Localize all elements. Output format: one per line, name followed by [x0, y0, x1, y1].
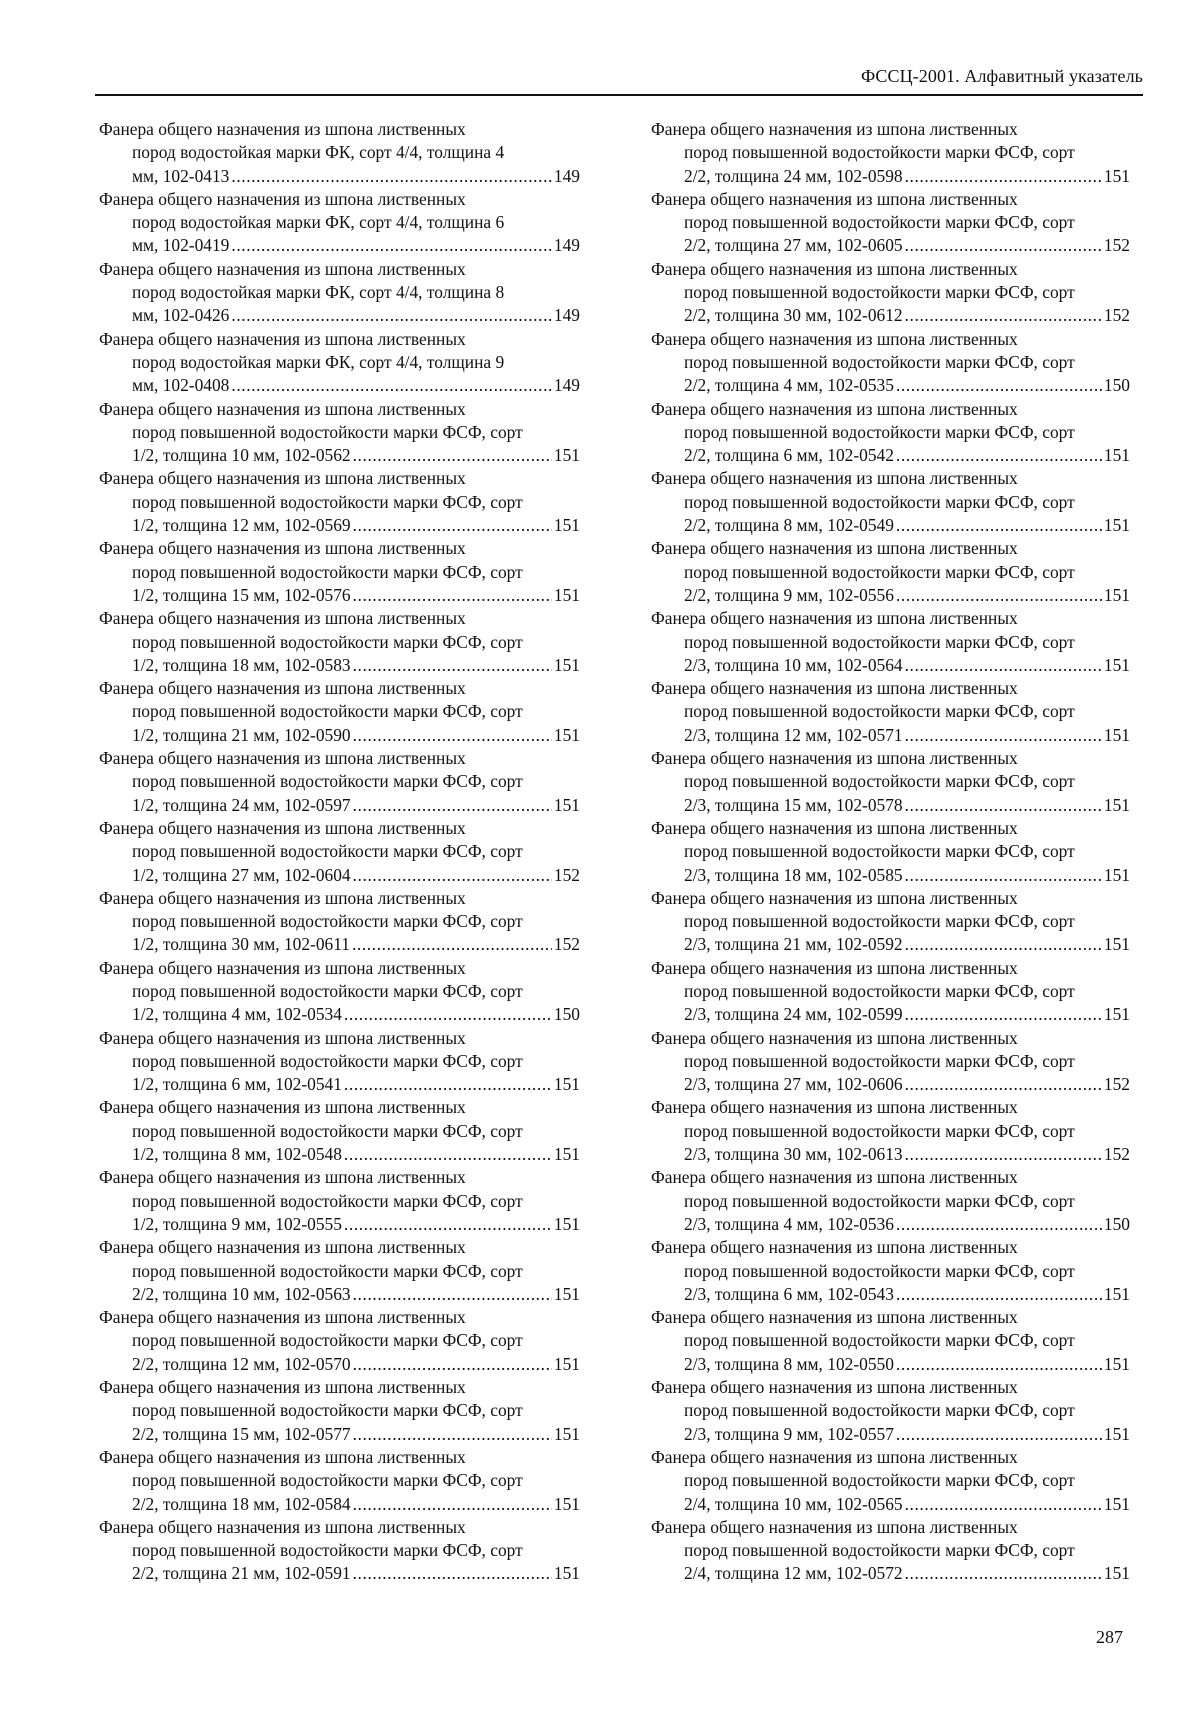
entry-title-line: Фанера общего назначения из шпона лиственных: [651, 1307, 1018, 1328]
index-column-right: [651, 118, 1130, 1586]
entry-page-ref: 152: [1103, 1144, 1130, 1165]
index-entry: [99, 188, 580, 258]
entry-title-line: Фанера общего назначения из шпона лиственных: [99, 1516, 466, 1537]
entry-code: 1/2, толщина 24 мм, 102-0597: [132, 794, 351, 815]
entry-continuation-line: пород повышенной водостойкости марки ФСФ, сорт: [684, 701, 1075, 722]
index-entry: [651, 1166, 1130, 1236]
dot-leader: [905, 1073, 1102, 1096]
entry-continuation-line: пород повышенной водостойкости марки ФСФ, сорт: [132, 1330, 523, 1351]
entry-last-line: [651, 794, 1130, 817]
entry-title-line: Фанера общего назначения из шпона лиственных: [651, 1027, 1018, 1048]
index-entry: [651, 188, 1130, 258]
entry-title-line: Фанера общего назначения из шпона лиственных: [99, 1027, 466, 1048]
entry-page-ref: 151: [553, 445, 580, 466]
dot-leader: [905, 794, 1102, 817]
entry-code: 2/2, толщина 21 мм, 102-0591: [132, 1563, 351, 1584]
dot-leader: [344, 1143, 552, 1166]
index-entry: [99, 607, 580, 677]
entry-last-line: [99, 374, 580, 397]
dot-leader: [353, 1562, 552, 1585]
dot-leader: [905, 1143, 1102, 1166]
index-entry: [99, 118, 580, 188]
entry-last-line: [99, 794, 580, 817]
index-entry: [99, 537, 580, 607]
entry-page-ref: 149: [553, 235, 580, 256]
entry-title-line: Фанера общего назначения из шпона лиственных: [99, 817, 466, 838]
entry-page-ref: 151: [553, 654, 580, 675]
entry-page-ref: 151: [1103, 1423, 1130, 1444]
index-entry: [99, 1306, 580, 1376]
entry-title-line: Фанера общего назначения из шпона лиственных: [651, 468, 1018, 489]
dot-leader: [231, 165, 552, 188]
dot-leader: [353, 724, 552, 747]
entry-code: мм, 102-0408: [132, 375, 230, 396]
index-entry: [651, 1236, 1130, 1306]
entry-page-ref: 151: [553, 1074, 580, 1095]
entry-title-line: Фанера общего назначения из шпона лиственных: [99, 468, 466, 489]
entry-page-ref: 151: [1103, 1493, 1130, 1514]
entry-page-ref: 151: [553, 1423, 580, 1444]
entry-continuation-line: пород водостойкая марки ФК, сорт 4/4, толщина 9: [132, 351, 505, 372]
entry-title-line: Фанера общего назначения из шпона лиственных: [651, 1097, 1018, 1118]
entry-title-line: Фанера общего назначения из шпона лиственных: [99, 1097, 466, 1118]
entry-last-line: [651, 1283, 1130, 1306]
entry-page-ref: 151: [553, 584, 580, 605]
entry-code: 2/3, толщина 27 мм, 102-0606: [684, 1074, 903, 1095]
entry-last-line: [651, 1143, 1130, 1166]
entry-page-ref: 151: [1103, 794, 1130, 815]
entry-page-ref: 151: [1103, 864, 1130, 885]
entry-continuation-line: пород повышенной водостойкости марки ФСФ, сорт: [684, 491, 1075, 512]
entry-code: 1/2, толщина 30 мм, 102-0611: [132, 934, 350, 955]
dot-leader: [231, 374, 552, 397]
entry-code: 2/4, толщина 12 мм, 102-0572: [684, 1563, 903, 1584]
index-entry: [99, 677, 580, 747]
entry-continuation-line: пород повышенной водостойкости марки ФСФ, сорт: [132, 491, 523, 512]
entry-continuation-line: пород повышенной водостойкости марки ФСФ, сорт: [684, 142, 1075, 163]
entry-last-line: [99, 444, 580, 467]
dot-leader: [896, 584, 1102, 607]
dot-leader: [344, 1213, 552, 1236]
entry-page-ref: 151: [553, 724, 580, 745]
entry-last-line: [99, 1283, 580, 1306]
dot-leader: [353, 1493, 552, 1516]
entry-last-line: [99, 514, 580, 537]
entry-continuation-line: пород повышенной водостойкости марки ФСФ, сорт: [132, 631, 523, 652]
entry-last-line: [99, 864, 580, 887]
entry-page-ref: 151: [1103, 1283, 1130, 1304]
index-entry: [651, 957, 1130, 1027]
index-entry: [99, 817, 580, 887]
entry-continuation-line: пород повышенной водостойкости марки ФСФ, сорт: [132, 980, 523, 1001]
entry-page-ref: 151: [1103, 584, 1130, 605]
entry-last-line: [99, 933, 580, 956]
entry-code: 2/3, толщина 8 мм, 102-0550: [684, 1353, 894, 1374]
entry-continuation-line: пород повышенной водостойкости марки ФСФ, сорт: [132, 1400, 523, 1421]
entry-code: 2/2, толщина 9 мм, 102-0556: [684, 584, 894, 605]
entry-code: 2/3, толщина 4 мм, 102-0536: [684, 1213, 894, 1234]
entry-title-line: Фанера общего назначения из шпона лиственных: [99, 328, 466, 349]
entry-last-line: [99, 584, 580, 607]
index-entry: [99, 1446, 580, 1516]
entry-last-line: [651, 304, 1130, 327]
entry-last-line: [651, 584, 1130, 607]
entry-continuation-line: пород повышенной водостойкости марки ФСФ, сорт: [684, 631, 1075, 652]
dot-leader: [905, 1493, 1102, 1516]
entry-title-line: Фанера общего назначения из шпона лиственных: [651, 398, 1018, 419]
dot-leader: [353, 444, 552, 467]
dot-leader: [905, 304, 1102, 327]
entry-code: 1/2, толщина 4 мм, 102-0534: [132, 1004, 342, 1025]
index-entry: [99, 747, 580, 817]
entry-title-line: Фанера общего назначения из шпона лиственных: [99, 538, 466, 559]
dot-leader: [353, 654, 552, 677]
entry-code: мм, 102-0413: [132, 165, 230, 186]
index-entry: [99, 957, 580, 1027]
entry-page-ref: 150: [1103, 1213, 1130, 1234]
entry-code: 2/3, толщина 24 мм, 102-0599: [684, 1004, 903, 1025]
index-entry: [651, 258, 1130, 328]
entry-last-line: [99, 1423, 580, 1446]
entry-code: 1/2, толщина 9 мм, 102-0555: [132, 1213, 342, 1234]
entry-last-line: [99, 1003, 580, 1026]
entry-last-line: [99, 165, 580, 188]
entry-page-ref: 149: [553, 305, 580, 326]
dot-leader: [905, 234, 1102, 257]
dot-leader: [905, 724, 1102, 747]
entry-page-ref: 151: [1103, 515, 1130, 536]
entry-title-line: Фанера общего назначения из шпона лиственных: [99, 748, 466, 769]
dot-leader: [896, 1283, 1102, 1306]
entry-title-line: Фанера общего назначения из шпона лиственных: [651, 1516, 1018, 1537]
index-entry: [99, 258, 580, 328]
entry-continuation-line: пород повышенной водостойкости марки ФСФ, сорт: [684, 1050, 1075, 1071]
index-entry: [651, 1027, 1130, 1097]
entry-page-ref: 149: [553, 165, 580, 186]
entry-continuation-line: пород водостойкая марки ФК, сорт 4/4, толщина 8: [132, 282, 505, 303]
entry-continuation-line: пород повышенной водостойкости марки ФСФ, сорт: [684, 980, 1075, 1001]
entry-continuation-line: пород повышенной водостойкости марки ФСФ, сорт: [684, 1540, 1075, 1561]
entry-last-line: [651, 514, 1130, 537]
entry-code: 2/2, толщина 24 мм, 102-0598: [684, 165, 903, 186]
entry-page-ref: 151: [1103, 1563, 1130, 1584]
entry-code: 2/2, толщина 18 мм, 102-0584: [132, 1493, 351, 1514]
entry-code: 1/2, толщина 6 мм, 102-0541: [132, 1074, 342, 1095]
entry-last-line: [651, 1423, 1130, 1446]
entry-page-ref: 151: [1103, 654, 1130, 675]
index-entry: [651, 398, 1130, 468]
entry-continuation-line: пород водостойкая марки ФК, сорт 4/4, толщина 6: [132, 212, 505, 233]
entry-code: 2/4, толщина 10 мм, 102-0565: [684, 1493, 903, 1514]
entry-code: мм, 102-0419: [132, 235, 230, 256]
entry-code: 2/3, толщина 18 мм, 102-0585: [684, 864, 903, 885]
entry-last-line: [99, 654, 580, 677]
dot-leader: [353, 1353, 552, 1376]
index-entry: [651, 607, 1130, 677]
entry-last-line: [651, 444, 1130, 467]
entry-continuation-line: пород повышенной водостойкости марки ФСФ, сорт: [132, 911, 523, 932]
entry-continuation-line: пород повышенной водостойкости марки ФСФ, сорт: [684, 1190, 1075, 1211]
entry-code: 1/2, толщина 12 мм, 102-0569: [132, 515, 351, 536]
entry-continuation-line: пород повышенной водостойкости марки ФСФ, сорт: [684, 1400, 1075, 1421]
dot-leader: [353, 794, 552, 817]
entry-continuation-line: пород повышенной водостойкости марки ФСФ, сорт: [132, 561, 523, 582]
entry-last-line: [99, 1213, 580, 1236]
index-entry: [651, 1446, 1130, 1516]
entry-last-line: [651, 165, 1130, 188]
entry-continuation-line: пород повышенной водостойкости марки ФСФ, сорт: [684, 841, 1075, 862]
entry-page-ref: 151: [553, 1283, 580, 1304]
entry-code: 2/2, толщина 15 мм, 102-0577: [132, 1423, 351, 1444]
entry-last-line: [651, 654, 1130, 677]
entry-last-line: [651, 933, 1130, 956]
entry-code: 2/2, толщина 4 мм, 102-0535: [684, 375, 894, 396]
entry-code: 2/3, толщина 12 мм, 102-0571: [684, 724, 903, 745]
index-column-left: [99, 118, 580, 1586]
entry-continuation-line: пород повышенной водостойкости марки ФСФ, сорт: [684, 911, 1075, 932]
entry-page-ref: 151: [553, 1213, 580, 1234]
index-entry: [99, 328, 580, 398]
index-entry: [99, 1516, 580, 1586]
index-entry: [651, 1376, 1130, 1446]
entry-page-ref: 150: [553, 1004, 580, 1025]
index-entry: [99, 1027, 580, 1097]
index-entry: [651, 118, 1130, 188]
entry-page-ref: 151: [553, 515, 580, 536]
entry-continuation-line: пород повышенной водостойкости марки ФСФ, сорт: [684, 421, 1075, 442]
entry-code: 1/2, толщина 27 мм, 102-0604: [132, 864, 351, 885]
entry-title-line: Фанера общего назначения из шпона лиственных: [99, 608, 466, 629]
index-entry: [99, 887, 580, 957]
entry-last-line: [99, 1562, 580, 1585]
index-entry: [651, 817, 1130, 887]
entry-last-line: [651, 1213, 1130, 1236]
index-entry: [99, 398, 580, 468]
entry-code: 2/2, толщина 27 мм, 102-0605: [684, 235, 903, 256]
entry-code: 1/2, толщина 15 мм, 102-0576: [132, 584, 351, 605]
entry-continuation-line: пород повышенной водостойкости марки ФСФ, сорт: [132, 701, 523, 722]
entry-page-ref: 152: [553, 934, 580, 955]
entry-title-line: Фанера общего назначения из шпона лиственных: [651, 1377, 1018, 1398]
entry-title-line: Фанера общего назначения из шпона лиственных: [99, 678, 466, 699]
entry-continuation-line: пород водостойкая марки ФК, сорт 4/4, толщина 4: [132, 142, 505, 163]
entry-page-ref: 152: [553, 864, 580, 885]
dot-leader: [896, 1423, 1102, 1446]
entry-continuation-line: пород повышенной водостойкости марки ФСФ, сорт: [132, 1120, 523, 1141]
index-entry: [99, 1376, 580, 1446]
dot-leader: [353, 1283, 552, 1306]
entry-last-line: [99, 304, 580, 327]
running-header: [95, 64, 1143, 96]
entry-continuation-line: пород повышенной водостойкости марки ФСФ, сорт: [684, 1470, 1075, 1491]
entry-last-line: [651, 724, 1130, 747]
entry-title-line: Фанера общего назначения из шпона лиственных: [651, 538, 1018, 559]
index-entry: [651, 1516, 1130, 1586]
entry-title-line: Фанера общего назначения из шпона лиственных: [651, 1237, 1018, 1258]
dot-leader: [353, 584, 552, 607]
entry-page-ref: 149: [553, 375, 580, 396]
entry-page-ref: 150: [1103, 375, 1130, 396]
index-entry: [651, 1306, 1130, 1376]
entry-title-line: Фанера общего назначения из шпона лиственных: [651, 119, 1018, 139]
entry-code: 1/2, толщина 18 мм, 102-0583: [132, 654, 351, 675]
dot-leader: [896, 1213, 1102, 1236]
entry-last-line: [651, 374, 1130, 397]
entry-page-ref: 151: [1103, 1004, 1130, 1025]
dot-leader: [352, 933, 552, 956]
entry-title-line: Фанера общего назначения из шпона лиственных: [651, 678, 1018, 699]
entry-last-line: [99, 1353, 580, 1376]
dot-leader: [905, 654, 1102, 677]
entry-continuation-line: пород повышенной водостойкости марки ФСФ, сорт: [684, 282, 1075, 303]
entry-code: 2/3, толщина 6 мм, 102-0543: [684, 1283, 894, 1304]
entry-page-ref: 151: [1103, 1353, 1130, 1374]
entry-code: 1/2, толщина 21 мм, 102-0590: [132, 724, 351, 745]
entry-title-line: Фанера общего назначения из шпона лиственных: [651, 748, 1018, 769]
entry-title-line: Фанера общего назначения из шпона лиственных: [99, 1307, 466, 1328]
dot-leader: [231, 304, 552, 327]
entry-continuation-line: пород повышенной водостойкости марки ФСФ, сорт: [684, 351, 1075, 372]
dot-leader: [353, 1423, 552, 1446]
entry-page-ref: 151: [1103, 934, 1130, 955]
index-entry: [99, 1096, 580, 1166]
entry-title-line: Фанера общего назначения из шпона лиственных: [99, 398, 466, 419]
entry-title-line: Фанера общего назначения из шпона лиственных: [651, 887, 1018, 908]
dot-leader: [344, 1073, 552, 1096]
entry-last-line: [651, 1073, 1130, 1096]
entry-continuation-line: пород повышенной водостойкости марки ФСФ, сорт: [132, 421, 523, 442]
dot-leader: [896, 444, 1102, 467]
entry-last-line: [651, 1493, 1130, 1516]
index-entry: [99, 1166, 580, 1236]
entry-last-line: [651, 234, 1130, 257]
entry-page-ref: 151: [1103, 445, 1130, 466]
entry-page-ref: 151: [553, 1563, 580, 1584]
entry-page-ref: 151: [553, 794, 580, 815]
entry-continuation-line: пород повышенной водостойкости марки ФСФ, сорт: [684, 1330, 1075, 1351]
dot-leader: [353, 864, 552, 887]
entry-title-line: Фанера общего назначения из шпона лиственных: [651, 328, 1018, 349]
entry-title-line: Фанера общего назначения из шпона лиственных: [651, 1446, 1018, 1467]
entry-continuation-line: пород повышенной водостойкости марки ФСФ, сорт: [132, 771, 523, 792]
entry-title-line: Фанера общего назначения из шпона лиственных: [651, 608, 1018, 629]
dot-leader: [896, 1353, 1102, 1376]
index-entry: [651, 747, 1130, 817]
index-entry: [651, 537, 1130, 607]
dot-leader: [344, 1003, 552, 1026]
entry-last-line: [651, 1003, 1130, 1026]
entry-title-line: Фанера общего назначения из шпона лиственных: [99, 188, 466, 209]
dot-leader: [905, 1003, 1102, 1026]
entry-continuation-line: пород повышенной водостойкости марки ФСФ, сорт: [132, 1050, 523, 1071]
header-title: ФССЦ-2001. Алфавитный указатель: [861, 66, 1143, 86]
entry-last-line: [99, 724, 580, 747]
entry-title-line: Фанера общего назначения из шпона лиственных: [99, 1167, 466, 1188]
entry-last-line: [99, 234, 580, 257]
entry-code: 2/3, толщина 10 мм, 102-0564: [684, 654, 903, 675]
index-entry: [651, 328, 1130, 398]
entry-page-ref: 151: [553, 1493, 580, 1514]
entry-continuation-line: пород повышенной водостойкости марки ФСФ, сорт: [684, 771, 1075, 792]
index-entry: [651, 887, 1130, 957]
entry-page-ref: 151: [1103, 165, 1130, 186]
dot-leader: [905, 864, 1102, 887]
entry-last-line: [99, 1493, 580, 1516]
entry-continuation-line: пород повышенной водостойкости марки ФСФ, сорт: [132, 1260, 523, 1281]
dot-leader: [353, 514, 552, 537]
entry-title-line: Фанера общего назначения из шпона лиственных: [651, 817, 1018, 838]
entry-title-line: Фанера общего назначения из шпона лиственных: [99, 957, 466, 978]
entry-code: 2/3, толщина 9 мм, 102-0557: [684, 1423, 894, 1444]
entry-title-line: Фанера общего назначения из шпона лиственных: [651, 1167, 1018, 1188]
entry-last-line: [99, 1073, 580, 1096]
entry-code: 2/2, толщина 10 мм, 102-0563: [132, 1283, 351, 1304]
index-entry: [99, 467, 580, 537]
entry-title-line: Фанера общего назначения из шпона лиственных: [651, 957, 1018, 978]
entry-title-line: Фанера общего назначения из шпона лиственных: [651, 258, 1018, 279]
entry-page-ref: 152: [1103, 235, 1130, 256]
entry-title-line: Фанера общего назначения из шпона лиственных: [99, 258, 466, 279]
entry-page-ref: 152: [1103, 305, 1130, 326]
entry-last-line: [651, 1353, 1130, 1376]
entry-continuation-line: пород повышенной водостойкости марки ФСФ, сорт: [684, 561, 1075, 582]
entry-title-line: Фанера общего назначения из шпона лиственных: [99, 887, 466, 908]
entry-title-line: Фанера общего назначения из шпона лиственных: [99, 1377, 466, 1398]
entry-code: 2/2, толщина 8 мм, 102-0549: [684, 515, 894, 536]
entry-continuation-line: пород повышенной водостойкости марки ФСФ, сорт: [684, 1120, 1075, 1141]
entry-page-ref: 151: [553, 1144, 580, 1165]
entry-title-line: Фанера общего назначения из шпона лиственных: [99, 119, 466, 139]
entry-code: 1/2, толщина 8 мм, 102-0548: [132, 1144, 342, 1165]
entry-code: 2/3, толщина 21 мм, 102-0592: [684, 934, 903, 955]
entry-title-line: Фанера общего назначения из шпона лиственных: [651, 188, 1018, 209]
entry-continuation-line: пород повышенной водостойкости марки ФСФ, сорт: [132, 841, 523, 862]
entry-page-ref: 151: [553, 1353, 580, 1374]
entry-code: 2/2, толщина 30 мм, 102-0612: [684, 305, 903, 326]
index-entry: [651, 677, 1130, 747]
entry-continuation-line: пород повышенной водостойкости марки ФСФ, сорт: [132, 1190, 523, 1211]
dot-leader: [896, 374, 1102, 397]
dot-leader: [231, 234, 552, 257]
page-number: 287: [1096, 1627, 1123, 1647]
index-entry: [651, 467, 1130, 537]
entry-title-line: Фанера общего назначения из шпона лиственных: [99, 1446, 466, 1467]
dot-leader: [905, 933, 1102, 956]
entry-page-ref: 152: [1103, 1074, 1130, 1095]
entry-continuation-line: пород повышенной водостойкости марки ФСФ, сорт: [684, 1260, 1075, 1281]
entry-code: 2/3, толщина 30 мм, 102-0613: [684, 1144, 903, 1165]
entry-code: 2/3, толщина 15 мм, 102-0578: [684, 794, 903, 815]
entry-last-line: [99, 1143, 580, 1166]
entry-last-line: [651, 1562, 1130, 1585]
entry-code: 2/2, толщина 6 мм, 102-0542: [684, 445, 894, 466]
entry-continuation-line: пород повышенной водостойкости марки ФСФ, сорт: [132, 1470, 523, 1491]
entry-continuation-line: пород повышенной водостойкости марки ФСФ, сорт: [684, 212, 1075, 233]
entry-continuation-line: пород повышенной водостойкости марки ФСФ, сорт: [132, 1540, 523, 1561]
entry-code: мм, 102-0426: [132, 305, 230, 326]
dot-leader: [905, 1562, 1102, 1585]
dot-leader: [905, 165, 1102, 188]
entry-code: 2/2, толщина 12 мм, 102-0570: [132, 1353, 351, 1374]
entry-code: 1/2, толщина 10 мм, 102-0562: [132, 445, 351, 466]
entry-title-line: Фанера общего назначения из шпона лиственных: [99, 1237, 466, 1258]
entry-last-line: [651, 864, 1130, 887]
entry-page-ref: 151: [1103, 724, 1130, 745]
index-entry: [651, 1096, 1130, 1166]
index-entry: [99, 1236, 580, 1306]
dot-leader: [896, 514, 1102, 537]
